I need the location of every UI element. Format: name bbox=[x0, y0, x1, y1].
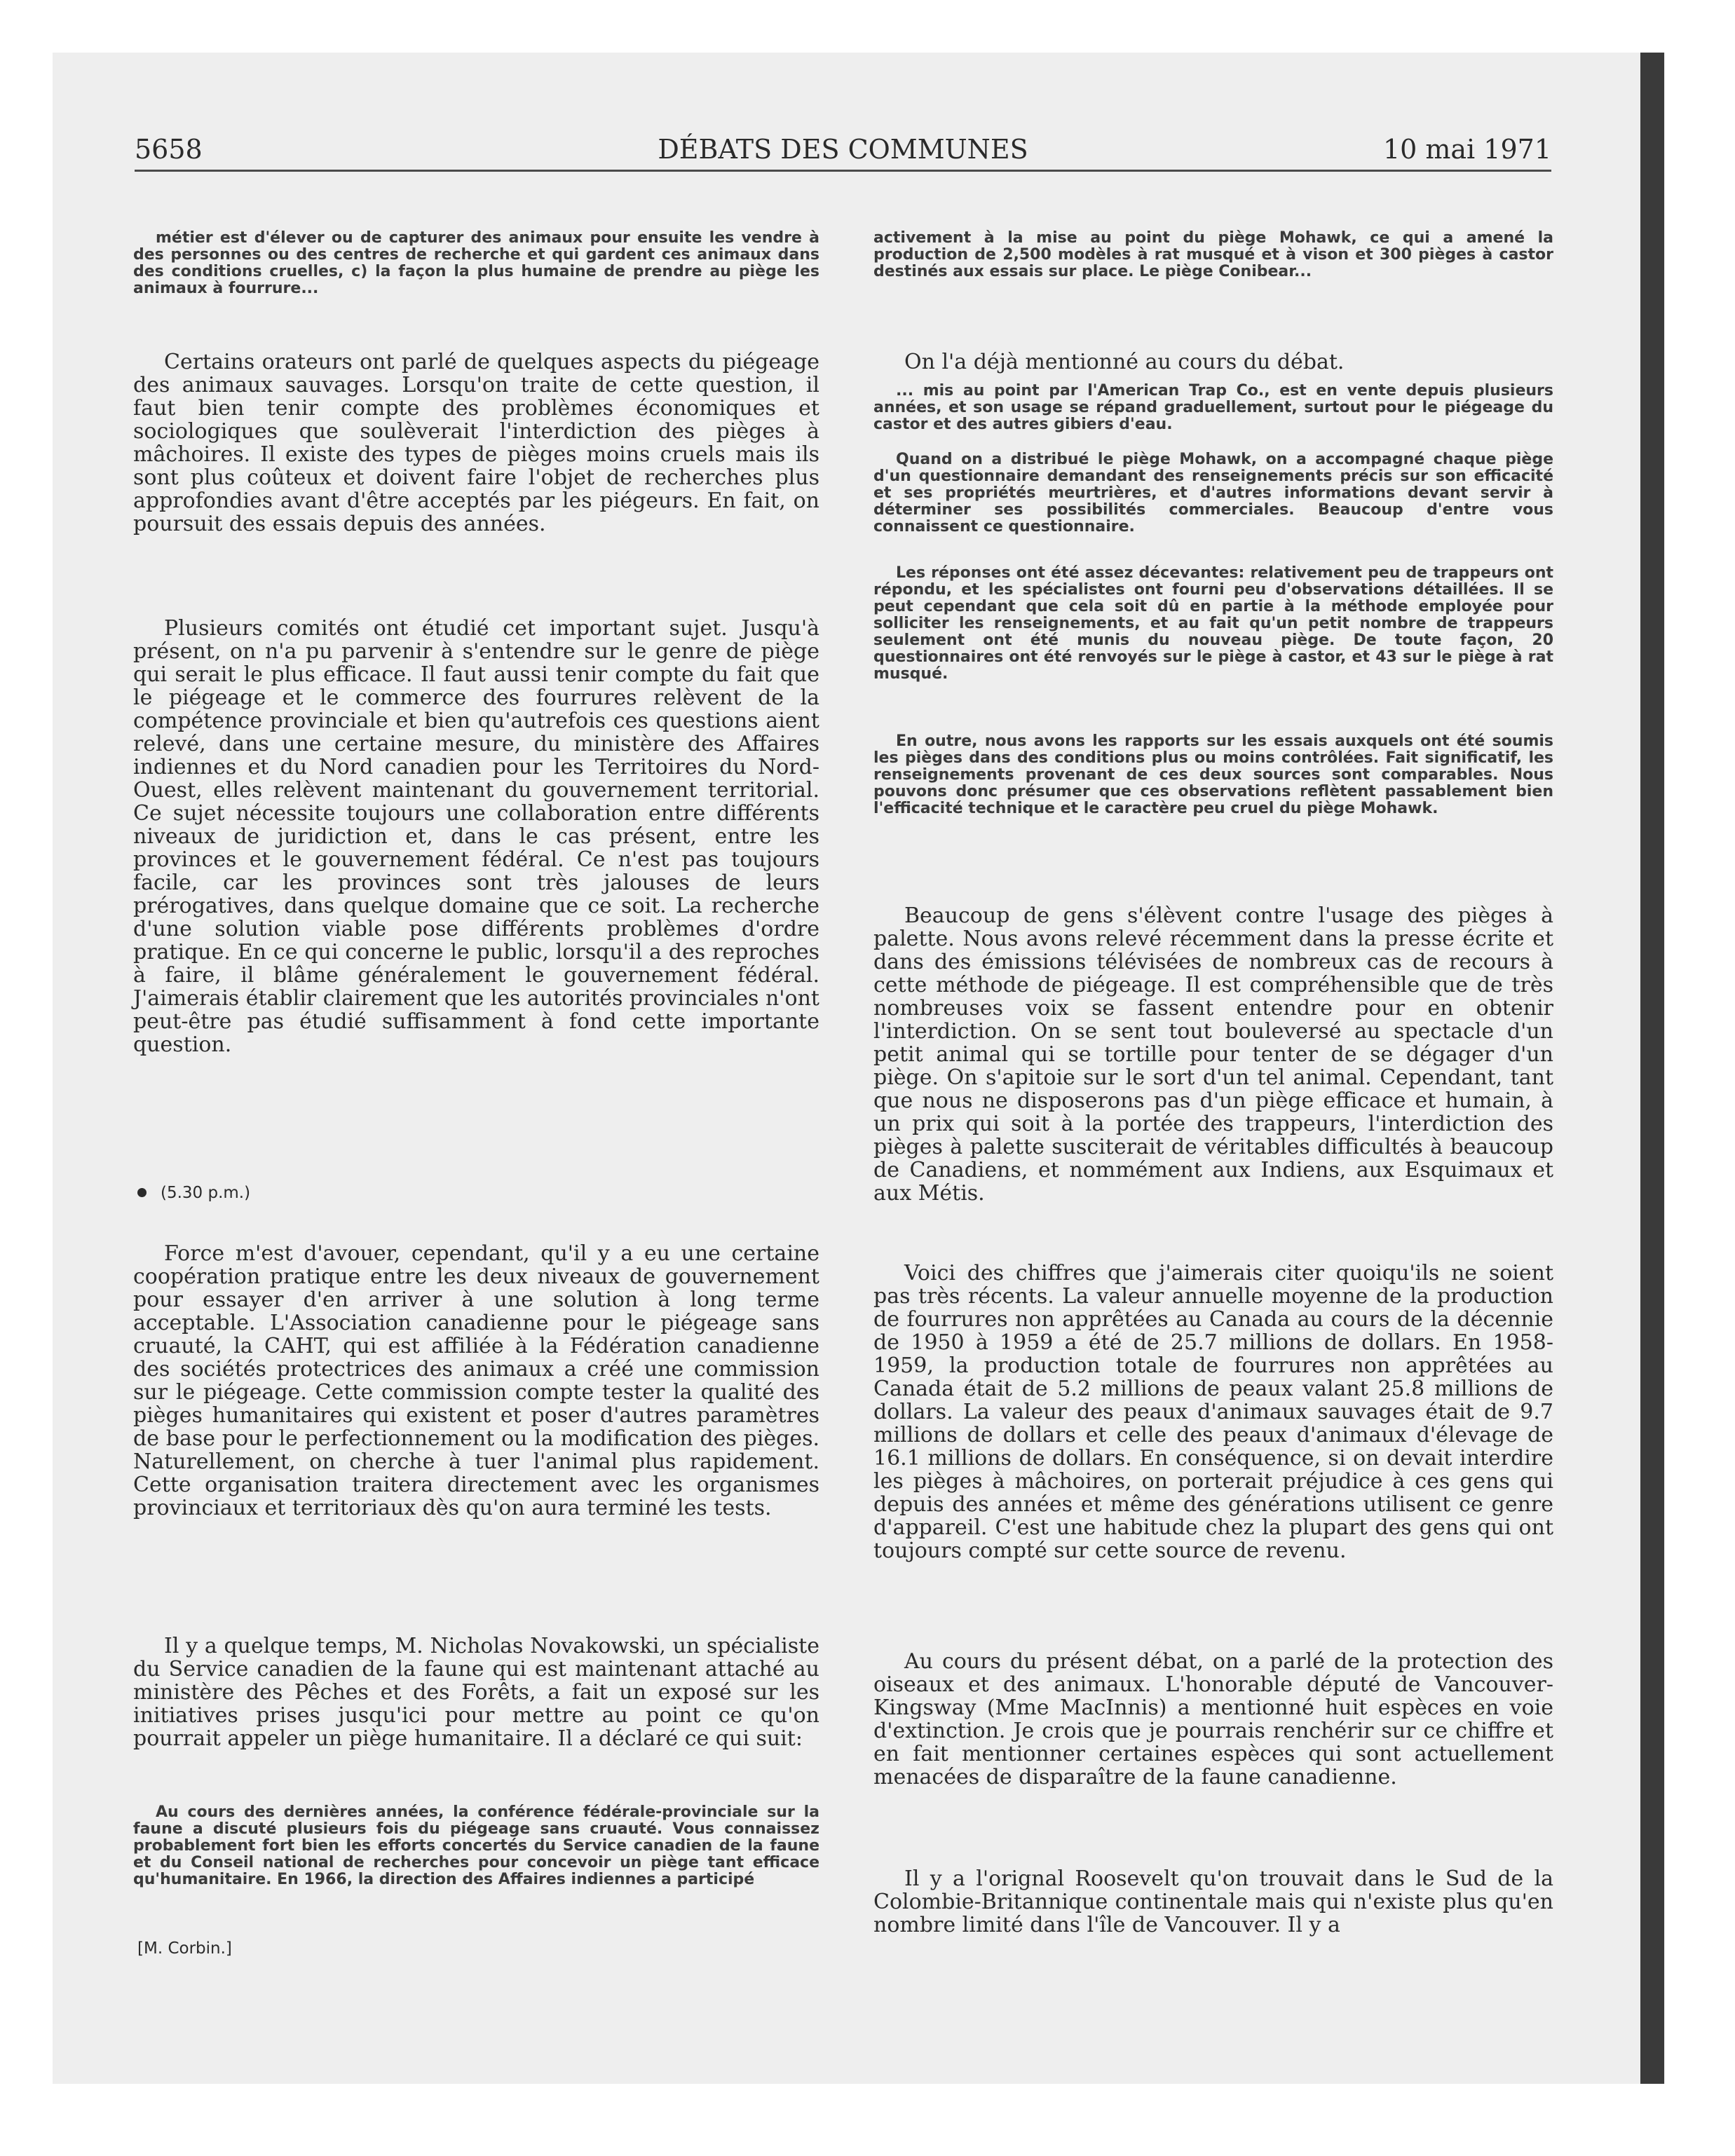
body-paragraph: Force m'est d'avouer, cependant, qu'il y a eu une certaine coopération pratique entre les deux niveaux de gouvernement pour essayer d'en arriver à une solution à long terme acceptable. L'Association canadienne pour le piégeage sans cruauté, la CAHT, qui est affiliée à la Fédération canadienne des sociétés protectrices des animaux a créé une commission sur le piégeage. Cette commission compte tester la qualité des pièges humanitaires qui existent et poser d'autres paramètres de base pour le perfectionnement ou la modification des pièges. Naturellement, on cherche à tuer l'animal plus rapidement. Cette organisation traitera directement avec les organismes provinciaux et territoriaux dès qu'on aura terminé les tests. bbox=[133, 1241, 819, 1520]
time-marker-text: (5.30 p.m.) bbox=[161, 1184, 251, 1202]
bullet-icon bbox=[137, 1188, 147, 1197]
body-paragraph: Voici des chiffres que j'aimerais citer quoiqu'ils ne soient pas très récents. La valeur annuelle moyenne de la production de fourrures non apprêtées au Canada au cours de la décennie de 1950 à 1959 a été de 25.7 millions de dollars. En 1958-1959, la production totale de fourrures non apprêtées au Canada était de 5.2 millions de peaux valant 25.8 millions de dollars. La valeur des peaux d'animaux sauvages était de 9.7 millions de dollars et celle des peaux d'animaux d'élevage de 16.1 millions de dollars. En conséquence, si on devait interdire les pièges à mâchoires, on porterait préjudice à ces gens qui depuis des années et même des générations utilisent ce genre d'appareil. C'est une habitude chez la plupart des gens qui ont toujours compté sur cette source de revenu. bbox=[873, 1261, 1553, 1563]
body-paragraph: Il y a l'orignal Roosevelt qu'on trouvait dans le Sud de la Colombie-Britannique continentale mais qui n'existe plus qu'en nombre limité dans l'île de Vancouver. Il y a bbox=[873, 1867, 1553, 1937]
publication-title: DÉBATS DES COMMUNES bbox=[658, 134, 1028, 165]
body-paragraph: On l'a déjà mentionné au cours du débat. bbox=[904, 350, 1345, 374]
body-paragraph: Au cours du présent débat, on a parlé de la protection des oiseaux et des animaux. L'honorable député de Vancouver-Kingsway (Mme MacInnis) a mentionné huit espèces en voie d'extinction. Je crois que je pourrais renchérir sur ce chiffre et en fait mentionner certaines espèces qui sont actuellement menacées de disparaître de la faune canadienne. bbox=[873, 1649, 1553, 1789]
time-marker bbox=[133, 1183, 819, 1203]
speaker-attribution: [M. Corbin.] bbox=[137, 1939, 232, 1958]
quote-excerpt: activement à la mise au point du piège Mohawk, ce qui a amené la production de 2,500 modèles à rat musqué et à vison et 300 pièges à castor destinés aux essais sur place. Le piège Conibear... bbox=[873, 229, 1553, 280]
body-paragraph: Beaucoup de gens s'élèvent contre l'usage des pièges à palette. Nous avons relevé récemment dans la presse écrite et dans des émissions télévisées de nombreux cas de recours à cette méthode de piégeage. Il est compréhensible que de très nombreuses voix se fassent entendre pour en obtenir l'interdiction. On se sent tout bouleversé au spectacle d'un petit animal qui se tortille pour tenter de se dégager d'un piège. On s'apitoie sur le sort d'un tel animal. Cependant, tant que nous ne disposerons pas d'un piège efficace et humain, à un prix qui soit à la portée des trappeurs, l'interdiction des pièges à palette susciterait de véritables difficultés à beaucoup de Canadiens, et nommément aux Indiens, aux Esquimaux et aux Métis. bbox=[873, 903, 1553, 1206]
quote-excerpt: Au cours des dernières années, la conférence fédérale-provinciale sur la faune a discuté plusieurs fois du piégeage sans cruauté. Vous connaissez probablement fort bien les efforts concertés du Service canadien de la faune et du Conseil national de recherches pour concevoir un piège tant efficace qu'humanitaire. En 1966, la direction des Affaires indiennes a participé bbox=[133, 1803, 819, 1888]
quote-excerpt: ... mis au point par l'American Trap Co., est en vente depuis plusieurs années, et son usage se répand graduellement, surtout pour le piégeage du castor et des autres gibiers d'eau. bbox=[873, 382, 1553, 433]
quote-excerpt: En outre, nous avons les rapports sur les essais auxquels ont été soumis les pièges dans des conditions plus ou moins contrôlées. Fait significatif, les renseignements provenant de ces deux sources sont comparables. Nous pouvons donc présumer que ces observations reflètent passablement bien l'efficacité technique et le caractère peu cruel du piège Mohawk. bbox=[873, 732, 1553, 817]
page-header bbox=[135, 130, 1551, 172]
publication-date: 10 mai 1971 bbox=[1382, 134, 1551, 165]
body-paragraph: Certains orateurs ont parlé de quelques aspects du piégeage des animaux sauvages. Lorsqu'on traite de cette question, il faut bien tenir compte des problèmes économiques et sociologiques que soulèverait l'interdiction des pièges à mâchoires. Il existe des types de pièges moins cruels mais ils sont plus coûteux et doivent faire l'objet de recherches plus approfondies avant d'être acceptés par les piégeurs. En fait, on poursuit des essais depuis des années. bbox=[133, 350, 819, 536]
binding-edge bbox=[1640, 53, 1664, 2084]
quote-excerpt: Les réponses ont été assez décevantes: relativement peu de trappeurs ont répondu, et les spécialistes ont fourni peu d'observations détaillées. Il se peut cependant que cela soit dû en partie à la méthode employée pour solliciter les renseignements, et au fait qu'un petit nombre de trappeurs seulement ont été munis du nouveau piège. De toute façon, 20 questionnaires ont été renvoyés sur le piège à castor, et 43 sur le piège à rat musqué. bbox=[873, 564, 1553, 683]
body-paragraph: Plusieurs comités ont étudié cet important sujet. Jusqu'à présent, on n'a pu parvenir à s'entendre sur le genre de piège qui serait le plus efficace. Il faut aussi tenir compte du fait que le piégeage et le commerce des fourrures relèvent de la compétence provinciale et bien qu'autrefois ces questions aient relevé, dans une certaine mesure, du ministère des Affaires indiennes et du Nord canadien pour les Territoires du Nord-Ouest, elles relèvent maintenant du gouvernement territorial. Ce sujet nécessite toujours une collaboration entre différents niveaux de juridiction et, dans le cas présent, entre les provinces et le gouvernement fédéral. Ce n'est pas toujours facile, car les provinces sont très jalouses de leurs prérogatives, dans quelque domaine que ce soit. La recherche d'une solution viable pose différents problèmes d'ordre pratique. En ce qui concerne le public, lorsqu'il a des reproches à faire, il blâme généralement le gouvernement fédéral. J'aimerais établir clairement que les autorités provinciales n'ont peut-être pas étudié suffisamment à fond cette importante question. bbox=[133, 616, 819, 1057]
quote-excerpt: métier est d'élever ou de capturer des animaux pour ensuite les vendre à des personnes ou des centres de recherche et qui gardent ces animaux dans des conditions cruelles, c) la façon la plus humaine de prendre au piège les animaux à fourrure... bbox=[133, 229, 819, 297]
page-number: 5658 bbox=[135, 134, 203, 165]
body-paragraph: Il y a quelque temps, M. Nicholas Novakowski, un spécialiste du Service canadien de la faune qui est maintenant attaché au ministère des Pêches et des Forêts, a fait un exposé sur les initiatives prises jusqu'ici pour mettre au point ce qu'on pourrait appeler un piège humanitaire. Il a déclaré ce qui suit: bbox=[133, 1634, 819, 1751]
quote-excerpt: Quand on a distribué le piège Mohawk, on a accompagné chaque piège d'un questionnaire demandant des renseignements précis sur son efficacité et ses propriétés meurtrières, et d'autres informations devant servir à déterminer ses possibilités commerciales. Beaucoup d'entre vous connaissent ce questionnaire. bbox=[873, 451, 1553, 535]
